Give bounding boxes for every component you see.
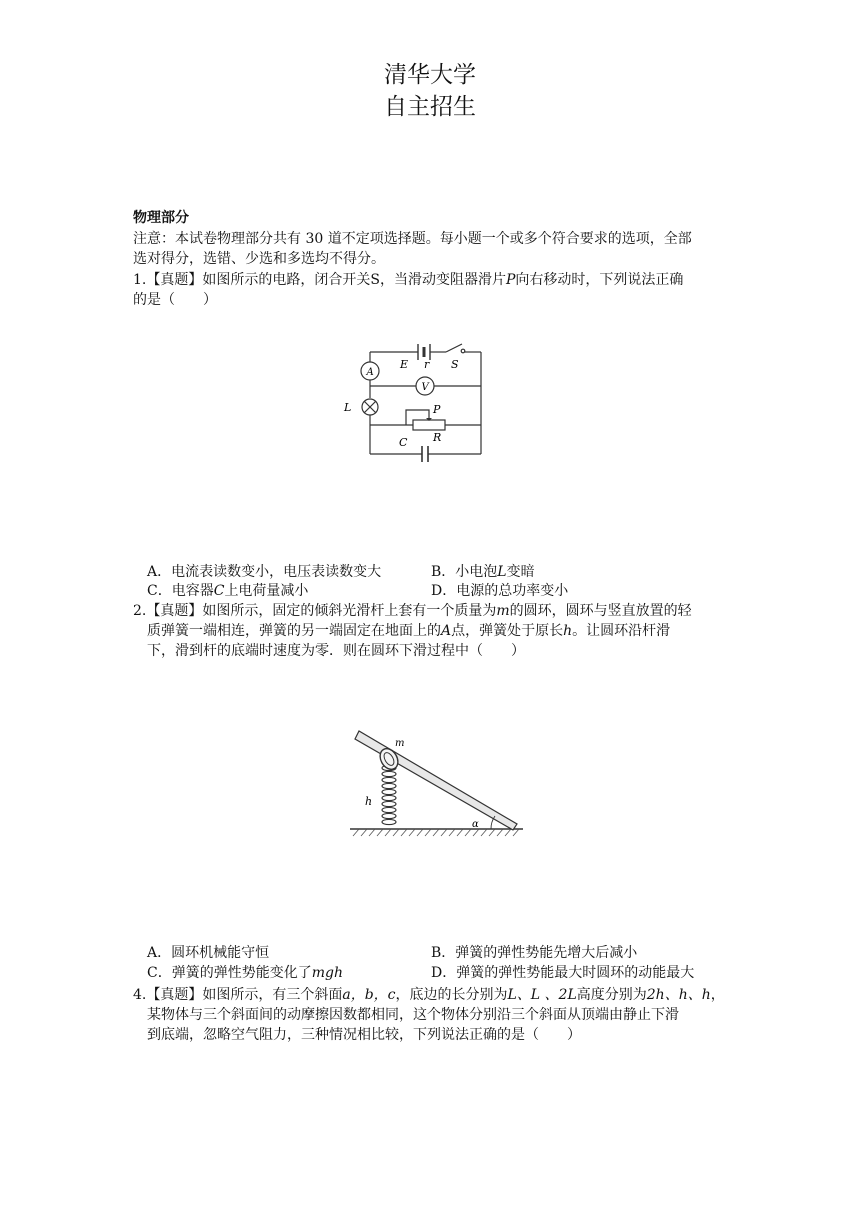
q2-text-c: 质弹簧一端相连，弹簧的另一端固定在地面上的 xyxy=(147,623,441,639)
q4-var-heights: 2h、h、h xyxy=(646,987,711,1003)
q2-var-a: A xyxy=(441,623,452,639)
q4-line3: 到底端，忽略空气阻力，三种情况相比较，下列说法正确的是（ ） xyxy=(147,1027,581,1043)
q1-option-d: D．电源的总功率变小 xyxy=(431,583,569,599)
q1-option-b-pre: B．小电泡 xyxy=(431,564,498,580)
label-l: L xyxy=(344,401,352,414)
q2-line3: 下，滑到杆的底端时速度为零．则在圆环下滑过程中（ ） xyxy=(147,643,525,659)
q2-option-c-pre: C．弹簧的弹性势能变化了 xyxy=(147,965,312,981)
q2-text-e: 。让圆环沿杆滑 xyxy=(572,623,671,639)
q1-text-b: ，当滑动变阻器滑片 xyxy=(379,272,506,288)
q1-circuit-figure xyxy=(340,338,490,466)
label-p: P xyxy=(433,403,441,416)
q2-text-d: 点，弹簧处于原长 xyxy=(451,623,564,639)
q1-var-s: S xyxy=(370,272,380,288)
note-line2: 选对得分，选错、少选和多选均不得分。 xyxy=(133,251,385,267)
q2-text-a: 2.【真题】如图所示，固定的倾斜光滑杆上套有一个质量为 xyxy=(133,603,497,619)
section-heading: 物理部分 xyxy=(133,210,189,226)
q2-option-d: D．弹簧的弹性势能最大时圆环的动能最大 xyxy=(431,965,695,981)
note-line1: 注意：本试卷物理部分共有 30 道不定项选择题。每小题一个或多个符合要求的选项，全部 xyxy=(133,231,692,247)
q2-var-m: m xyxy=(496,603,510,619)
title-line2: 自主招生 xyxy=(384,94,476,120)
label-h: h xyxy=(365,795,373,808)
label-r: r xyxy=(424,358,430,371)
label-alpha: α xyxy=(472,819,479,830)
label-r-rheostat: R xyxy=(433,431,442,444)
q2-line1 xyxy=(133,601,692,621)
q1-var-p: P xyxy=(505,272,516,288)
q1-option-c-pre: C．电容器 xyxy=(147,583,214,599)
q2-var-h: h xyxy=(563,623,573,639)
q1-option-b-var: L xyxy=(497,564,507,580)
q1-option-c xyxy=(147,581,308,601)
label-e: E xyxy=(400,358,409,371)
q1-line2: 的是（ ） xyxy=(133,292,217,308)
label-c: C xyxy=(399,436,408,449)
q1-option-b xyxy=(431,562,535,582)
q2-text-b: 的圆环，圆环与竖直放置的轻 xyxy=(509,603,692,619)
voltmeter-symbol: V xyxy=(421,382,429,393)
q1-option-c-var: C xyxy=(213,583,225,599)
ammeter-symbol: A xyxy=(366,367,374,378)
q2-option-c xyxy=(147,963,343,983)
q4-text-c: 高度分别为 xyxy=(576,987,647,1003)
q1-text-a: 1.【真题】如图所示的电路，闭合开关 xyxy=(133,272,371,288)
q2-incline-figure xyxy=(345,728,530,838)
title-line1: 清华大学 xyxy=(384,62,476,88)
q1-option-a: A．电流表读数变小，电压表读数变大 xyxy=(147,564,382,580)
label-s: S xyxy=(451,358,459,371)
q4-line2: 某物体与三个斜面间的动摩擦因数都相同，这个物体分别沿三个斜面从顶端由静止下滑 xyxy=(147,1007,679,1023)
q4-text-d: ， xyxy=(710,987,725,1003)
q1-option-b-post: 变暗 xyxy=(506,564,535,580)
q2-line2 xyxy=(147,621,670,641)
q4-var-abc: a，b，c xyxy=(342,987,396,1003)
q4-text-b: ，底边的长分别为 xyxy=(395,987,508,1003)
q4-line1 xyxy=(133,985,725,1005)
q4-text-a: 4.【真题】如图所示，有三个斜面 xyxy=(133,987,343,1003)
q2-option-a: A．圆环机械能守恒 xyxy=(147,945,270,961)
q4-var-lengths: L、L 、2L xyxy=(507,987,577,1003)
q2-option-c-var: mgh xyxy=(311,965,343,981)
label-m: m xyxy=(395,738,405,749)
q1-option-c-post: 上电荷量减小 xyxy=(224,583,309,599)
q2-option-b: B．弹簧的弹性势能先增大后减小 xyxy=(431,945,638,961)
q1-text-c: 向右移动时，下列说法正确 xyxy=(515,272,684,288)
q1-line1 xyxy=(133,270,683,290)
